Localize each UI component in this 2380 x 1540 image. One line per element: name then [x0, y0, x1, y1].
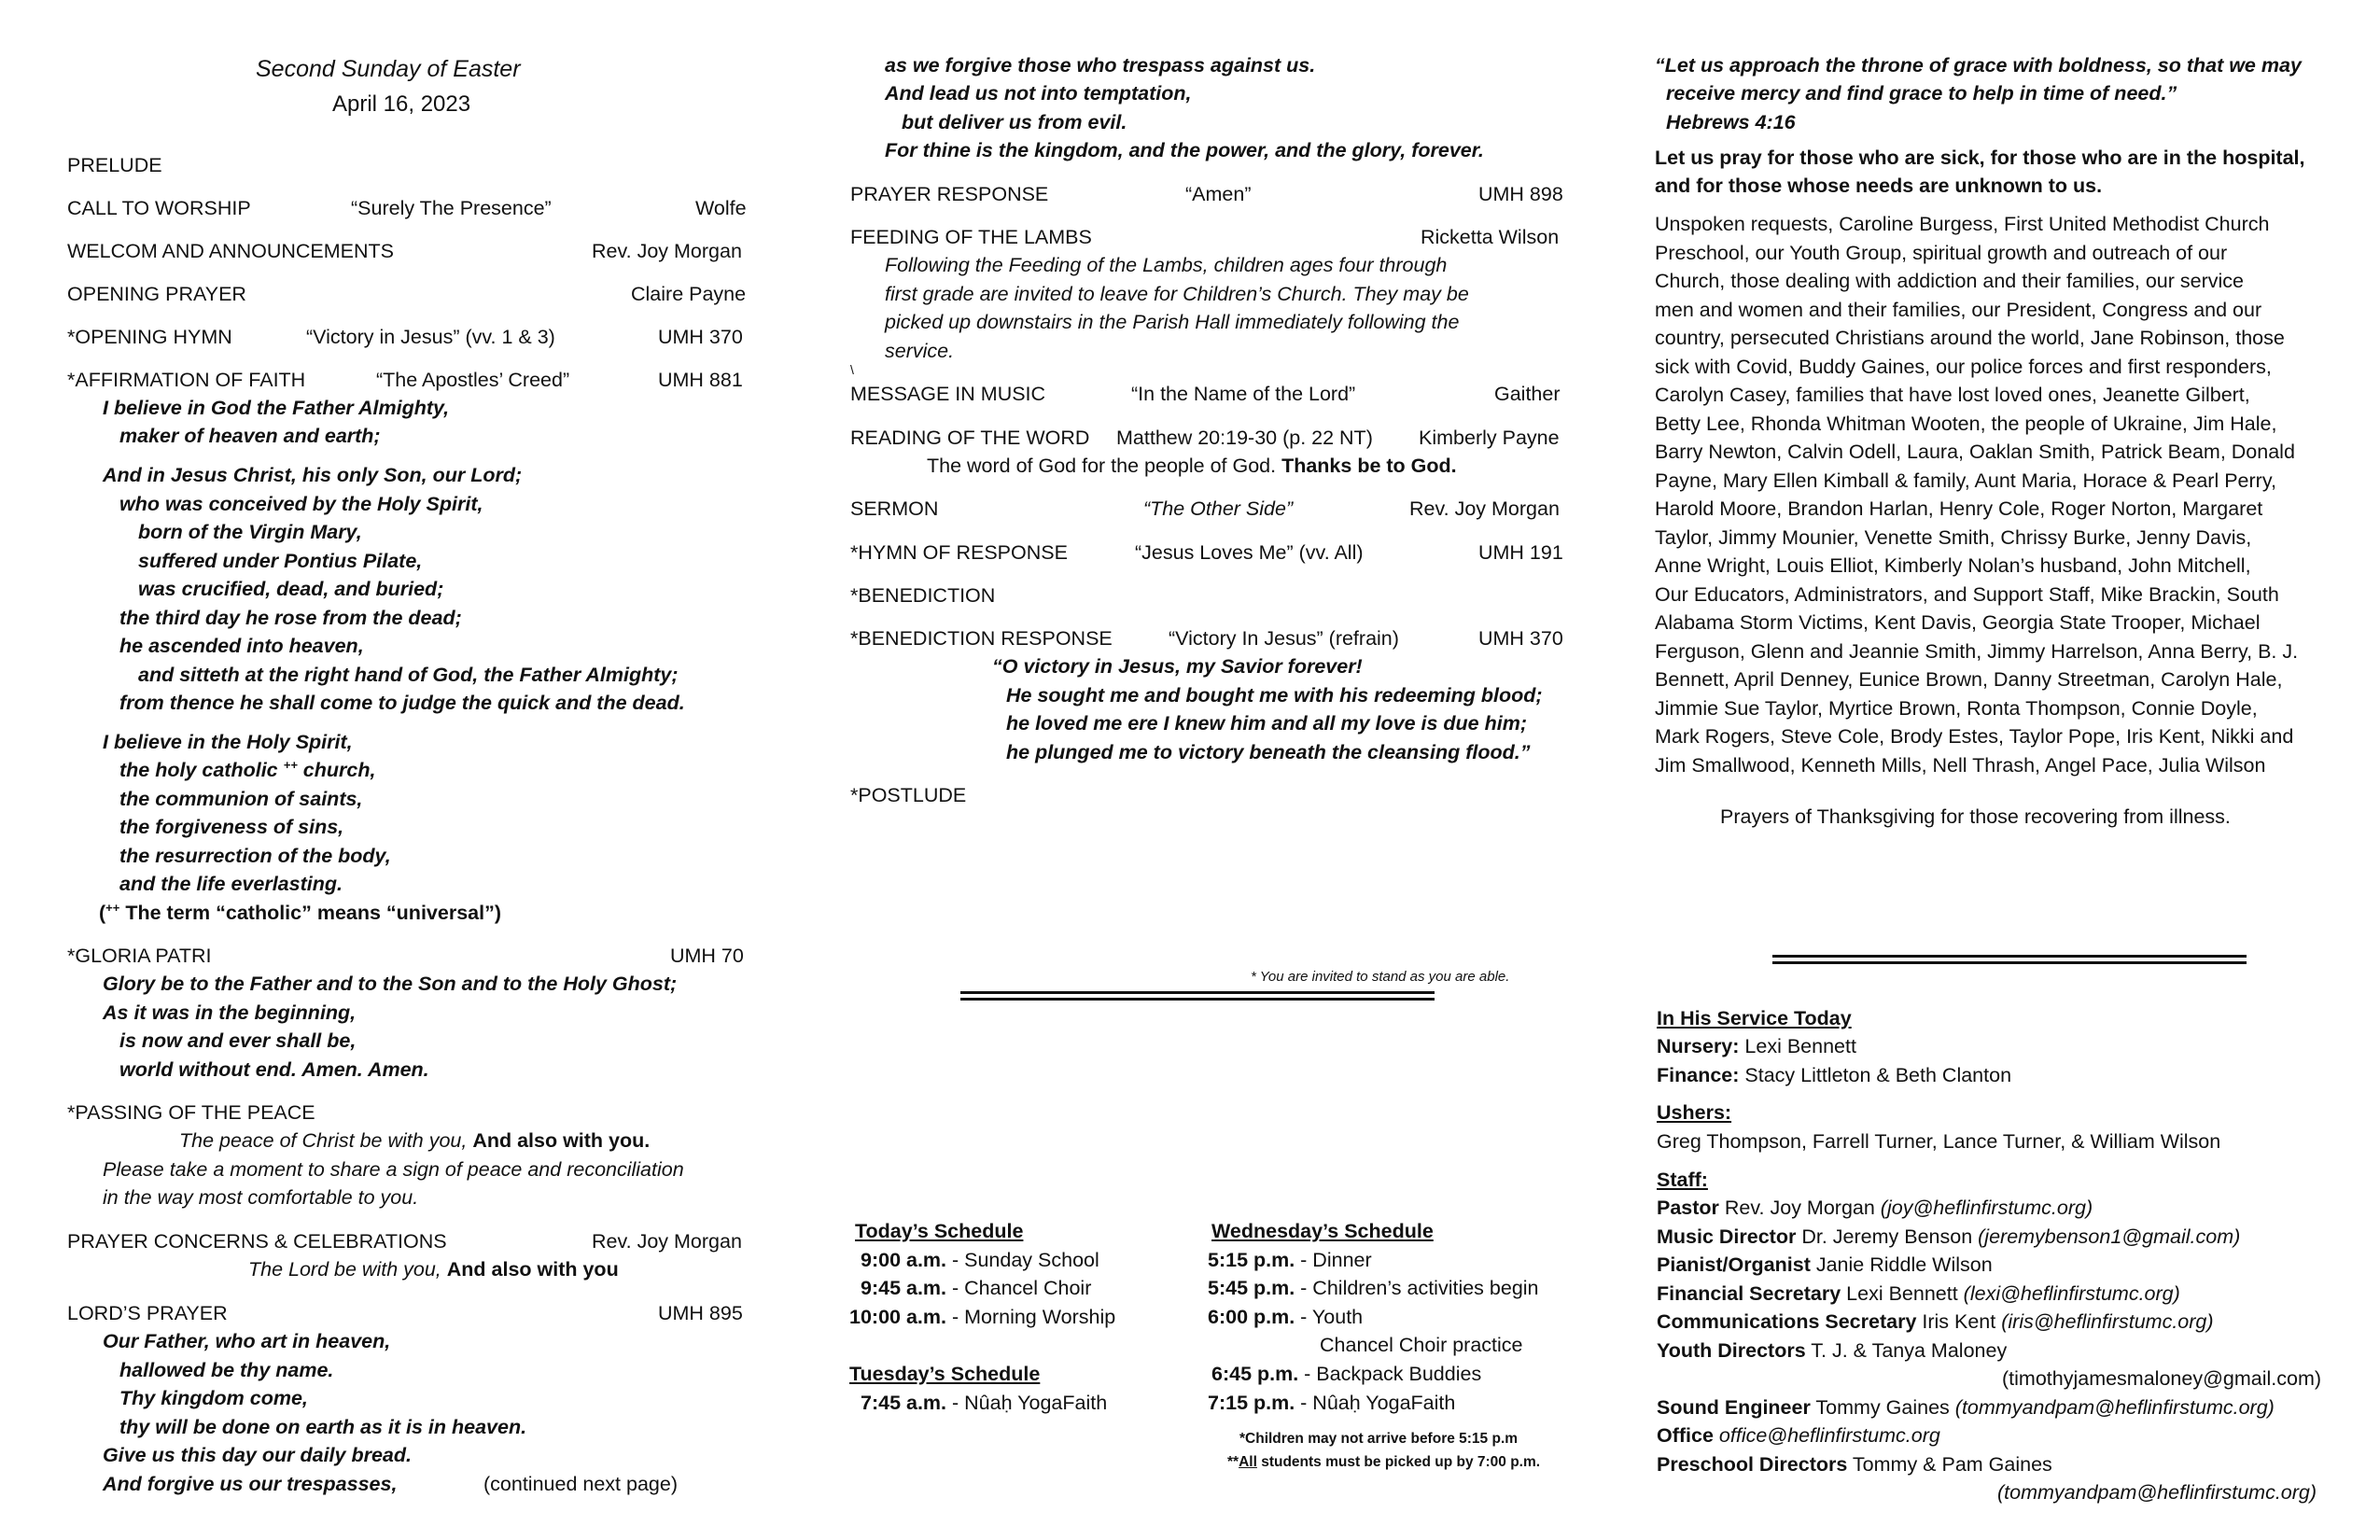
prayer-names-line: Barry Newton, Calvin Odell, Laura, Oaklan Smith, Patrick Beam, Donald — [1655, 441, 2295, 463]
lords-line: hallowed be thy name. — [119, 1359, 334, 1381]
stand-note: * You are invited to stand as you are able. — [1251, 969, 1510, 985]
schedule-item — [1208, 1274, 1539, 1303]
call-to-worship-label: CALL TO WORSHIP — [67, 197, 251, 219]
opening-hymn-source: UMH 370 — [658, 326, 743, 348]
hymn-response-label: *HYMN OF RESPONSE — [850, 541, 1068, 564]
schedule-event: - Dinner — [1295, 1249, 1372, 1271]
schedule-time: 6:00 p.m. — [1208, 1306, 1295, 1328]
creed-line: I believe in the Holy Spirit, — [103, 731, 353, 753]
prayer-response-label: PRAYER RESPONSE — [850, 183, 1049, 205]
schedule-event: Chancel Choir practice — [1320, 1334, 1523, 1356]
scripture-line: “Let us approach the throne of grace with boldness, so that we may — [1655, 54, 2302, 77]
ushers-heading: Ushers: — [1657, 1101, 1732, 1124]
today-heading: Today’s Schedule — [855, 1220, 1024, 1242]
wednesday-heading: Wednesday’s Schedule — [1211, 1220, 1434, 1242]
concerns-call: The Lord be with you, — [248, 1258, 441, 1281]
schedule-item — [861, 1246, 1099, 1275]
prayer-names-line: Payne, Mary Ellen Kimball & family, Aunt Maria, Horace & Pearl Perry, — [1655, 469, 2276, 492]
benediction-response-source: UMH 370 — [1478, 627, 1563, 650]
lords-prayer-source: UMH 895 — [658, 1302, 743, 1324]
staff-name: T. J. & Tanya Maloney — [1805, 1339, 2008, 1362]
affirmation-title: “The Apostles’ Creed” — [376, 369, 570, 391]
stray-mark: \ — [850, 362, 854, 377]
creed-line: And in Jesus Christ, his only Son, our Lord; — [103, 464, 523, 486]
postlude: *POSTLUDE — [850, 784, 967, 806]
creed-line: the forgiveness of sins, — [119, 816, 344, 838]
sermon-person: Rev. Joy Morgan — [1409, 497, 1560, 520]
creed-line: was crucified, dead, and buried; — [138, 578, 444, 600]
message-title: “In the Name of the Lord” — [1131, 383, 1356, 405]
staff-email: office@heflinfirstumc.org — [1718, 1424, 1940, 1447]
finance-value: Stacy Littleton & Beth Clanton — [1739, 1064, 2012, 1086]
reading-call: The word of God for the people of God. — [927, 455, 1277, 477]
prayer-names-line: Mark Rogers, Steve Cole, Brody Estes, Taylor Pope, Iris Kent, Nikki and — [1655, 725, 2294, 748]
preschool-email: (tommyandpam@heflinfirstumc.org) — [1997, 1481, 2317, 1504]
staff-role: Communications Secretary — [1657, 1310, 1917, 1333]
nursery-value: Lexi Bennett — [1739, 1035, 1856, 1057]
feeding-line: service. — [885, 340, 955, 362]
feeding-label: FEEDING OF THE LAMBS — [850, 226, 1092, 248]
schedule-item — [1208, 1246, 1372, 1275]
schedule-event: - Chancel Choir — [946, 1277, 1092, 1299]
staff-line — [1657, 1223, 2240, 1252]
prayer-names-line: Church, those dealing with addiction and their families, our service — [1655, 270, 2244, 292]
reading-person: Kimberly Payne — [1419, 427, 1560, 449]
refrain-line: He sought me and bought me with his redeeming blood; — [1006, 684, 1543, 707]
creed-line: he ascended into heaven, — [119, 635, 364, 657]
creed-line — [119, 756, 375, 785]
call-to-worship-title: “Surely The Presence” — [351, 197, 552, 219]
schedule-event: - Backpack Buddies — [1298, 1363, 1482, 1385]
prayer-names-line: Ferguson, Glenn and Jeannie Smith, Jimmy Harrelson, Anna Berry, B. J. — [1655, 640, 2299, 663]
staff-email: (tommyandpam@heflinfirstumc.org) — [1954, 1396, 2275, 1419]
creed-line: and the life everlasting. — [119, 873, 343, 895]
gloria-source: UMH 70 — [670, 945, 744, 967]
sermon-label: SERMON — [850, 497, 939, 520]
prayer-names-line: country, persecuted Christians around the world, Jane Robinson, those — [1655, 327, 2285, 349]
hymn-response-source: UMH 191 — [1478, 541, 1563, 564]
feeding-line: picked up downstairs in the Parish Hall immediately following the — [885, 311, 1460, 333]
prayer-heading: and for those whose needs are unknown to us. — [1655, 175, 2103, 197]
message-source: Gaither — [1494, 383, 1561, 405]
nursery-label: Nursery: — [1657, 1035, 1740, 1057]
prayer-names-line: Betty Lee, Rhonda Whitman Wooten, the people of Ukraine, Jim Hale, — [1655, 413, 2277, 435]
staff-line — [1657, 1194, 2093, 1223]
staff-email: (iris@heflinfirstumc.org) — [2001, 1310, 2214, 1333]
schedule-item — [861, 1389, 1107, 1418]
service-date: April 16, 2023 — [332, 91, 471, 117]
staff-role: Pastor — [1657, 1197, 1719, 1219]
staff-line — [1657, 1308, 2214, 1337]
note-prefix: ** — [1227, 1454, 1239, 1470]
staff-name: Tommy Gaines — [1810, 1396, 1955, 1419]
reading-response: Thanks be to God. — [1281, 455, 1457, 477]
concerns-response: And also with you — [446, 1258, 619, 1281]
finance-line — [1657, 1061, 2011, 1090]
schedule-event: - Youth — [1295, 1306, 1364, 1328]
prayer-names-line: Our Educators, Administrators, and Support Staff, Mike Brackin, South — [1655, 583, 2279, 606]
prelude: PRELUDE — [67, 154, 162, 176]
staff-line — [1657, 1393, 2275, 1422]
reading-title: Matthew 20:19-30 (p. 22 NT) — [1116, 427, 1373, 449]
peace-instruction: Please take a moment to share a sign of peace and reconciliation — [103, 1158, 684, 1181]
staff-role: Music Director — [1657, 1225, 1797, 1248]
feeding-line: Following the Feeding of the Lambs, children ages four through — [885, 254, 1448, 276]
schedule-time: 6:45 p.m. — [1211, 1363, 1299, 1385]
schedule-item — [1208, 1303, 1363, 1332]
staff-line — [1657, 1450, 2052, 1479]
prayer-response-title: “Amen” — [1185, 183, 1252, 205]
benediction: *BENEDICTION — [850, 584, 996, 607]
creed-line: and sitteth at the right hand of God, the Father Almighty; — [138, 664, 679, 686]
staff-line — [1657, 1421, 1940, 1450]
schedule-event: - Morning Worship — [945, 1306, 1116, 1328]
staff-name: Rev. Joy Morgan — [1718, 1197, 1881, 1219]
hymn-response-title: “Jesus Loves Me” (vv. All) — [1135, 541, 1364, 564]
prayer-response-source: UMH 898 — [1478, 183, 1563, 205]
creed-text: church, — [302, 759, 376, 781]
divider-rule — [1772, 955, 2247, 964]
refrain-line: “O victory in Jesus, my Savior forever! — [992, 655, 1363, 678]
peace-label: *PASSING OF THE PEACE — [67, 1101, 315, 1124]
schedule-item — [1320, 1331, 1523, 1360]
creed-line: born of the Virgin Mary, — [138, 521, 362, 543]
welcome-person: Rev. Joy Morgan — [592, 240, 742, 262]
creed-line: the communion of saints, — [119, 788, 363, 810]
reading-label: READING OF THE WORD — [850, 427, 1090, 449]
opening-prayer-person: Claire Payne — [631, 283, 747, 305]
lords-line: Thy kingdom come, — [119, 1387, 308, 1409]
lords-line: thy will be done on earth as it is in heaven. — [119, 1416, 527, 1438]
prayer-names-line: Bennett, April Denney, Eunice Brown, Danny Streetman, Carolyn Hale, — [1655, 668, 2283, 691]
staff-name: Tommy & Pam Gaines — [1847, 1453, 2052, 1476]
note-emphasis: All — [1239, 1454, 1257, 1470]
tuesday-heading: Tuesday’s Schedule — [849, 1363, 1041, 1385]
staff-role: Sound Engineer — [1657, 1396, 1811, 1419]
peace-instruction: in the way most comfortable to you. — [103, 1186, 419, 1209]
staff-role: Office — [1657, 1424, 1714, 1447]
service-heading: In His Service Today — [1657, 1007, 1852, 1029]
opening-prayer-label: OPENING PRAYER — [67, 283, 246, 305]
nursery-line — [1657, 1032, 1856, 1061]
prayer-names-line: Taylor, Jimmy Mounier, Venette Smith, Chrissy Burke, Jenny Davis, — [1655, 526, 2252, 549]
lords-prayer-label: LORD’S PRAYER — [67, 1302, 228, 1324]
prayer-names-line: Anne Wright, Louis Elliot, Kimberly Nolan’s husband, John Mitchell, — [1655, 554, 2251, 577]
schedule-item — [1208, 1389, 1455, 1418]
creed-footnote: (++ The term “catholic” means “universal”) — [99, 900, 501, 924]
staff-name: Lexi Bennett — [1841, 1282, 1964, 1305]
prayer-names-line: sick with Covid, Buddy Gaines, our police forces and first responders, — [1655, 356, 2272, 378]
creed-line: who was conceived by the Holy Spirit, — [119, 493, 483, 515]
youth-email: (timothyjamesmaloney@gmail.com) — [2002, 1367, 2322, 1390]
divider-rule — [960, 991, 1435, 1001]
schedule-time: 5:15 p.m. — [1208, 1249, 1295, 1271]
welcome-label: WELCOM AND ANNOUNCEMENTS — [67, 240, 395, 262]
staff-role: Preschool Directors — [1657, 1453, 1848, 1476]
staff-role: Pianist/Organist — [1657, 1253, 1811, 1276]
note-text: students must be picked up by 7:00 p.m. — [1256, 1454, 1541, 1470]
call-to-worship-source: Wolfe — [695, 197, 747, 219]
staff-email: (lexi@heflinfirstumc.org) — [1963, 1282, 2180, 1305]
benediction-response-label: *BENEDICTION RESPONSE — [850, 627, 1113, 650]
staff-line — [1657, 1280, 2180, 1309]
opening-hymn-label: *OPENING HYMN — [67, 326, 232, 348]
gloria-line: is now and ever shall be, — [119, 1029, 357, 1052]
wednesday-note: *Children may not arrive before 5:15 p.m — [1239, 1431, 1519, 1447]
schedule-time: 7:15 p.m. — [1208, 1392, 1295, 1414]
affirmation-source: UMH 881 — [658, 369, 743, 391]
gloria-line: world without end. Amen. Amen. — [119, 1058, 429, 1081]
creed-text: the holy catholic — [119, 759, 278, 781]
feeding-line: first grade are invited to leave for Children’s Church. They may be — [885, 283, 1469, 305]
staff-name: Iris Kent — [1916, 1310, 2002, 1333]
prayer-names-line: Harold Moore, Brandon Harlan, Henry Cole, Roger Norton, Margaret — [1655, 497, 2263, 520]
lords-line: And forgive us our trespasses, — [103, 1473, 398, 1495]
staff-role: Youth Directors — [1657, 1339, 1806, 1362]
creed-line: the resurrection of the body, — [119, 845, 391, 867]
schedule-event: - Children’s activities begin — [1295, 1277, 1539, 1299]
creed-line: the third day he rose from the dead; — [119, 607, 462, 629]
staff-email: (jeremybenson1@gmail.com) — [1978, 1225, 2241, 1248]
prayer-names-line: Jimmie Sue Taylor, Myrtice Brown, Ronta Thompson, Connie Doyle, — [1655, 697, 2258, 720]
schedule-item — [861, 1274, 1091, 1303]
refrain-line: he plunged me to victory beneath the cleansing flood.” — [1006, 741, 1531, 763]
schedule-item — [1211, 1360, 1481, 1389]
schedule-event: - Nûaḥ YogaFaith — [1295, 1392, 1456, 1414]
staff-heading: Staff: — [1657, 1169, 1708, 1191]
refrain-line: he loved me ere I knew him and all my love is due him; — [1006, 712, 1527, 735]
gloria-label: *GLORIA PATRI — [67, 945, 212, 967]
schedule-time: 9:45 a.m. — [861, 1277, 947, 1299]
lords-line: Our Father, who art in heaven, — [103, 1330, 391, 1352]
thanksgiving-line: Prayers of Thanksgiving for those recovering from illness. — [1720, 805, 2231, 828]
schedule-time: 5:45 p.m. — [1208, 1277, 1295, 1299]
peace-line — [179, 1127, 650, 1155]
lords-cont-line: but deliver us from evil. — [902, 111, 1127, 133]
gloria-line: Glory be to the Father and to the Son and to the Holy Ghost; — [103, 973, 678, 995]
peace-response: And also with you. — [472, 1129, 651, 1152]
lords-line: Give us this day our daily bread. — [103, 1444, 412, 1466]
concerns-label: PRAYER CONCERNS & CELEBRATIONS — [67, 1230, 447, 1253]
gloria-line: As it was in the beginning, — [103, 1001, 357, 1024]
schedule-time: 9:00 a.m. — [861, 1249, 947, 1271]
message-label: MESSAGE IN MUSIC — [850, 383, 1046, 405]
staff-line — [1657, 1251, 1993, 1280]
peace-call: The peace of Christ be with you, — [179, 1129, 468, 1152]
staff-role: Financial Secretary — [1657, 1282, 1841, 1305]
schedule-event: - Sunday School — [946, 1249, 1099, 1271]
creed-line: suffered under Pontius Pilate, — [138, 550, 423, 572]
lords-cont-line: as we forgive those who trespass against us. — [885, 54, 1316, 77]
opening-hymn-title: “Victory in Jesus” (vv. 1 & 3) — [306, 326, 555, 348]
prayer-names-line: Carolyn Casey, families that have lost loved ones, Jeanette Gilbert, — [1655, 384, 2250, 406]
staff-name: Janie Riddle Wilson — [1810, 1253, 1993, 1276]
page-title: Second Sunday of Easter — [256, 56, 521, 82]
continued-note: (continued next page) — [483, 1473, 678, 1495]
prayer-names-line: Jim Smallwood, Kenneth Mills, Nell Thrash, Angel Pace, Julia Wilson — [1655, 754, 2266, 777]
footnote-mark: ++ — [283, 757, 298, 772]
staff-name: Dr. Jeremy Benson — [1796, 1225, 1979, 1248]
staff-email: (joy@heflinfirstumc.org) — [1880, 1197, 2093, 1219]
feeding-person: Ricketta Wilson — [1421, 226, 1560, 248]
benediction-response-title: “Victory In Jesus” (refrain) — [1169, 627, 1399, 650]
ushers-list: Greg Thompson, Farrell Turner, Lance Turner, & William Wilson — [1657, 1130, 2221, 1153]
prayer-names-line: Alabama Storm Victims, Kent Davis, Georgia State Trooper, Michael — [1655, 611, 2261, 634]
creed-line: I believe in God the Father Almighty, — [103, 397, 450, 419]
schedule-time: 10:00 a.m. — [849, 1306, 946, 1328]
prayer-names-line: men and women and their families, our President, Congress and our — [1655, 299, 2262, 321]
concerns-line — [248, 1255, 619, 1284]
prayer-names-line: Unspoken requests, Caroline Burgess, First United Methodist Church — [1655, 213, 2270, 235]
scripture-reference: Hebrews 4:16 — [1666, 111, 1796, 133]
finance-label: Finance: — [1657, 1064, 1740, 1086]
scripture-line: receive mercy and find grace to help in time of need.” — [1666, 82, 2177, 105]
schedule-event: - Nûaḥ YogaFaith — [946, 1392, 1108, 1414]
schedule-time: 7:45 a.m. — [861, 1392, 947, 1414]
sermon-title: “The Other Side” — [1143, 497, 1294, 520]
creed-line: maker of heaven and earth; — [119, 425, 381, 447]
concerns-person: Rev. Joy Morgan — [592, 1230, 742, 1253]
footnote-text: The term “catholic” means “universal”) — [125, 902, 501, 924]
prayer-names-line: Preschool, our Youth Group, spiritual growth and outreach of our — [1655, 242, 2228, 264]
reading-line — [927, 452, 1457, 481]
staff-line — [1657, 1337, 2007, 1365]
lords-cont-line: And lead us not into temptation, — [885, 82, 1192, 105]
wednesday-note — [1227, 1452, 1540, 1473]
lords-cont-line: For thine is the kingdom, and the power, and the glory, forever. — [885, 139, 1484, 161]
prayer-heading: Let us pray for those who are sick, for those who are in the hospital, — [1655, 147, 2305, 169]
affirmation-label: *AFFIRMATION OF FAITH — [67, 369, 306, 391]
footnote-mark: ++ — [105, 900, 120, 915]
schedule-item — [849, 1303, 1115, 1332]
creed-line: from thence he shall come to judge the quick and the dead. — [119, 692, 685, 714]
